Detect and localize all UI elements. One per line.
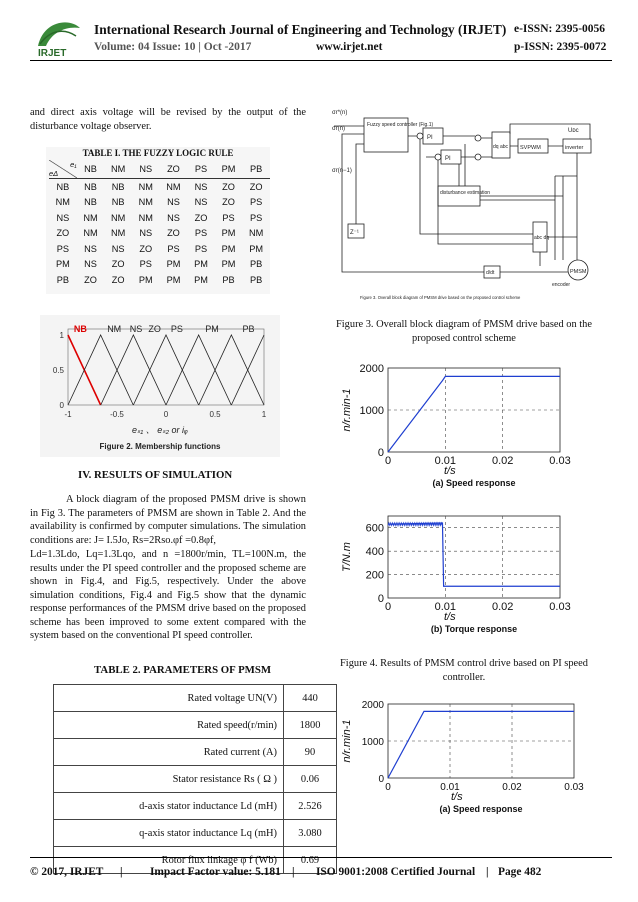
eissn: e-ISSN: 2395-0056 <box>514 23 606 35</box>
dt-label: d/dt <box>486 270 495 276</box>
table1-cell: PS <box>194 228 208 239</box>
param-value: 0.69 <box>284 847 337 874</box>
udc-label: Uᴅᴄ <box>568 128 579 134</box>
x-tick-label: 0 <box>384 455 392 467</box>
footer-impact: Impact Factor value: 5.181 <box>150 866 281 878</box>
y-tick-label: 1000 <box>361 737 384 748</box>
x-tick-label: 0.02 <box>491 455 514 467</box>
pissn: p-ISSN: 2395-0072 <box>514 41 607 53</box>
table1-cell: NS <box>167 197 180 208</box>
table1-col-header: NS <box>132 160 160 179</box>
footer-copyright: © 2017, IRJET <box>30 866 104 878</box>
y-axis-label: T/N.m <box>341 542 353 572</box>
x-tick-label: 0.01 <box>434 455 457 467</box>
x-tick-label: 0.02 <box>502 782 522 793</box>
observer-block <box>438 186 480 206</box>
table1-cell: PS <box>250 212 263 223</box>
mf-label: PM <box>205 324 219 334</box>
journal-title: International Research Journal of Engineering and Technology (IRJET) <box>94 22 507 37</box>
mf-y-tick: 1 <box>59 331 64 340</box>
mf-xlabel: eₛ₁ 、 eₛ₂ or iᵩ <box>132 425 188 435</box>
table1-row <box>49 257 270 273</box>
table1-cell: ZO <box>249 181 263 192</box>
table1-cell: ZO <box>167 228 180 239</box>
fig4b-torque-chart <box>338 508 588 646</box>
table1-cell: PS <box>139 259 152 270</box>
table1-corner: e₁ eΔ <box>49 160 77 178</box>
mf-label: NM <box>107 324 122 334</box>
table1-row <box>49 272 270 288</box>
table1-cell: PM <box>138 274 153 285</box>
param-name: Rotor flux linkage φ f (Wb) <box>54 847 284 874</box>
table1-col-header: PM <box>215 160 243 179</box>
table1-row-label: PB <box>56 274 69 285</box>
header-divider <box>30 60 612 61</box>
table1-cell: NB <box>111 181 125 192</box>
mf-label: ZO <box>148 324 161 334</box>
table1-cell: NM <box>138 197 153 208</box>
table1-row <box>49 226 270 242</box>
pmsm-parameters-table <box>53 684 337 874</box>
abc-dq-label: abc dq <box>534 235 550 241</box>
x-tick-label: 0.03 <box>549 455 571 467</box>
param-row <box>54 820 337 847</box>
param-name: Rated voltage UN(V) <box>54 685 284 712</box>
table1-cell: PS <box>167 243 180 254</box>
table1-row <box>49 210 270 226</box>
y-tick-label: 600 <box>365 522 384 535</box>
table1-row-label: ZO <box>56 228 70 239</box>
x-axis-label: t/s <box>444 465 456 477</box>
table1-cell: PM <box>221 228 236 239</box>
table1-cell: NM <box>83 212 98 223</box>
x-tick-label: 0.01 <box>434 601 457 613</box>
mf-x-tick: -1 <box>64 410 72 419</box>
fig5a-speed-chart <box>338 690 588 840</box>
param-row <box>54 739 337 766</box>
fuzzy-rule-table-figure <box>46 147 270 294</box>
mf-label: NB <box>73 324 87 334</box>
param-value: 1800 <box>284 712 337 739</box>
table2-title: TABLE 2. PARAMETERS OF PMSM <box>94 664 272 676</box>
x-tick-label: 0.02 <box>491 601 514 613</box>
param-row <box>54 793 337 820</box>
x-axis-label: t/s <box>444 611 456 623</box>
footer-page: Page 482 <box>498 866 542 878</box>
dq-abc-label: dq abc <box>493 144 509 150</box>
param-row <box>54 685 337 712</box>
mf-label: PS <box>170 324 183 334</box>
x-tick-label: 0 <box>385 782 391 793</box>
mf-x-tick: -0.5 <box>110 410 124 419</box>
mf-y-tick: 0 <box>59 401 64 410</box>
fig4a-speed-chart <box>338 360 588 500</box>
table1-cell: NS <box>139 228 153 239</box>
table1-cell: ZO <box>139 243 153 254</box>
table1-cell: NM <box>249 228 264 239</box>
table1-cell: ZO <box>111 274 125 285</box>
table1-cell: PM <box>194 274 208 285</box>
mf-x-tick: 1 <box>261 410 267 419</box>
table1-cell: ZO <box>222 197 235 208</box>
section-heading: IV. RESULTS OF SIMULATION <box>78 469 233 481</box>
mf-label: PB <box>242 324 255 334</box>
svpwm-label: SVPWM <box>520 145 541 151</box>
table1-cell: PM <box>221 259 236 270</box>
fuzzy-rule-table <box>49 160 270 288</box>
table1-row-label: NS <box>56 212 70 223</box>
svg-text:σr*(n): σr*(n) <box>332 110 348 116</box>
pi1-label: PI <box>427 135 433 141</box>
table1-row <box>49 179 270 195</box>
param-row <box>54 712 337 739</box>
fig2-caption: Figure 2. Membership functions <box>99 442 221 451</box>
svg-text:σr(n): σr(n) <box>332 126 346 132</box>
membership-functions-chart <box>40 315 280 457</box>
table1-cell: ZO <box>111 259 125 270</box>
param-value: 3.080 <box>284 820 337 847</box>
table1-cell: NS <box>194 197 208 208</box>
mf-label: NS <box>129 324 143 334</box>
y-tick-label: 200 <box>365 569 384 582</box>
irjet-logo <box>30 14 90 58</box>
table1-row <box>49 241 270 257</box>
table1-row <box>49 195 270 211</box>
body-paragraph-1: A block diagram of the proposed PMSM drive is shown in Fig 3. The parameters of PMSM are shown in Table 2. And the availability is confirmed by computer simulations. The simulation conditions are: J= I.5Jo, Rs=2Rso.φf =0.8φf, <box>30 494 306 546</box>
x-tick-label: 0 <box>384 601 392 613</box>
param-value: 0.06 <box>284 766 337 793</box>
table1-cell: NS <box>167 212 180 223</box>
x-tick-label: 0.01 <box>440 782 460 793</box>
table1-cell: NB <box>111 197 125 208</box>
y-tick-label: 2000 <box>359 363 384 375</box>
logo-text: IRJET <box>38 48 67 58</box>
table1-cell: PS <box>194 243 208 254</box>
x-tick-label: 0.03 <box>549 601 571 613</box>
y-tick-label: 0 <box>377 447 384 459</box>
table1-col-header: PB <box>242 160 270 179</box>
footer-iso: ISO 9001:2008 Certified Journal <box>316 866 476 878</box>
param-name: Rated speed(r/min) <box>54 712 284 739</box>
y-tick-label: 0 <box>378 774 384 785</box>
fig3-inner-caption: Figure 3. Overall block diagram of PMSM drive based on the proposed control scheme <box>360 295 521 300</box>
table1-col-header: NM <box>104 160 132 179</box>
table1-cell: PM <box>166 259 181 270</box>
pi-block-1 <box>423 128 443 144</box>
motor-label: PMSM <box>570 269 587 275</box>
volume-info: Volume: 04 Issue: 10 | Oct -2017 <box>94 41 252 53</box>
param-row <box>54 766 337 793</box>
table1-cell: NB <box>84 197 97 208</box>
param-value: 90 <box>284 739 337 766</box>
table1-col-header: ZO <box>160 160 188 179</box>
table1-cell: PB <box>250 259 263 270</box>
subcaption: (a) Speed response <box>439 804 523 814</box>
y-tick-label: 2000 <box>361 700 384 711</box>
param-name: Rated current (A) <box>54 739 284 766</box>
param-value: 2.526 <box>284 793 337 820</box>
table1-cell: PM <box>249 243 264 254</box>
table1-cell: NM <box>110 228 126 239</box>
intro-paragraph: and direct axis voltage will be revised by the output of the disturbance voltage observer. <box>30 107 306 132</box>
table1-cell: ZO <box>194 212 208 223</box>
table1-cell: NM <box>138 181 153 192</box>
inverter-label: inverter <box>565 145 584 151</box>
table1-cell: NM <box>83 228 98 239</box>
table1-cell: NM <box>166 181 181 192</box>
observer-label: disturbance estimation <box>440 190 491 196</box>
delay-label: Z⁻¹ <box>350 230 359 236</box>
x-axis-label: t/s <box>451 791 463 803</box>
footer-divider <box>30 857 612 858</box>
table1-cell: NS <box>84 259 97 270</box>
mf-x-tick: 0.5 <box>209 410 221 419</box>
website-link[interactable]: www.irjet.net <box>316 41 383 53</box>
fig4-caption: Figure 4. Results of PMSM control drive based on PI speed controller. <box>340 658 588 683</box>
y-tick-label: 400 <box>365 546 384 559</box>
table1-cell: PB <box>222 274 235 285</box>
mf-x-tick: 0 <box>163 410 169 419</box>
pi2-label: PI <box>445 156 451 162</box>
y-axis-label: n/r.min-1 <box>341 388 353 432</box>
subcaption: (a) Speed response <box>432 478 516 488</box>
table1-cell: NM <box>110 212 126 223</box>
table1-title: TABLE I. THE FUZZY LOGIC RULE <box>82 148 234 158</box>
fig3-caption: Figure 3. Overall block diagram of PMSM drive based on the proposed control scheme <box>336 319 592 344</box>
table1-row-label: NB <box>56 181 70 192</box>
subcaption: (b) Torque response <box>430 624 518 634</box>
table1-cell: PB <box>250 274 263 285</box>
table1-cell: NS <box>194 181 208 192</box>
param-name: Stator resistance Rs ( Ω ) <box>54 766 284 793</box>
param-name: q-axis stator inductance Lq (mH) <box>54 820 284 847</box>
mf-y-tick: 0.5 <box>52 366 64 375</box>
x-tick-label: 0.03 <box>564 782 584 793</box>
y-tick-label: 1000 <box>359 405 384 417</box>
table1-cell: ZO <box>222 181 235 192</box>
param-name: d-axis stator inductance Ld (mH) <box>54 793 284 820</box>
fuzzy-label: Fuzzy speed controller (Fig.1) <box>367 122 434 128</box>
table1-cell: PM <box>221 243 236 254</box>
table1-row-label: PS <box>56 243 69 254</box>
table1-cell: PS <box>222 212 235 223</box>
table1-cell: PM <box>194 259 208 270</box>
table1-cell: NS <box>111 243 125 254</box>
pi-block-2 <box>441 150 461 164</box>
y-tick-label: 0 <box>377 593 384 605</box>
table1-row-label: PM <box>55 259 70 270</box>
table1-col-header: PS <box>187 160 215 179</box>
table1-row-label: NM <box>55 197 70 208</box>
table1-cell: ZO <box>84 274 97 285</box>
svg-text:σr(n−1): σr(n−1) <box>332 168 352 174</box>
table1-cell: NS <box>84 243 97 254</box>
table1-cell: PS <box>250 197 263 208</box>
param-value: 440 <box>284 685 337 712</box>
table1-cell: NM <box>138 212 153 223</box>
body-paragraph-2: Ld=1.3Ldo, Lq=1.3Lqo, and n =1800r/min, TL=100N.m, the results under the PI speed controller and the proposed scheme are shown in Fig.4, and Fig.5, respectively. Under the above simulation conditions, Fig.4 and Fig.5 show that the dynamic response performances of the PMSM drive based on the proposed scheme has been improved to some extent compared with the system based on the conventional PI speed controller. <box>30 549 306 641</box>
y-axis-label: n/r.min-1 <box>341 719 353 763</box>
table1-cell: NB <box>84 181 97 192</box>
table1-col-header: NB <box>77 160 105 179</box>
table1-cell: PM <box>166 274 181 285</box>
pmsm-block-diagram <box>330 104 598 304</box>
encoder-label: encoder <box>552 282 571 288</box>
